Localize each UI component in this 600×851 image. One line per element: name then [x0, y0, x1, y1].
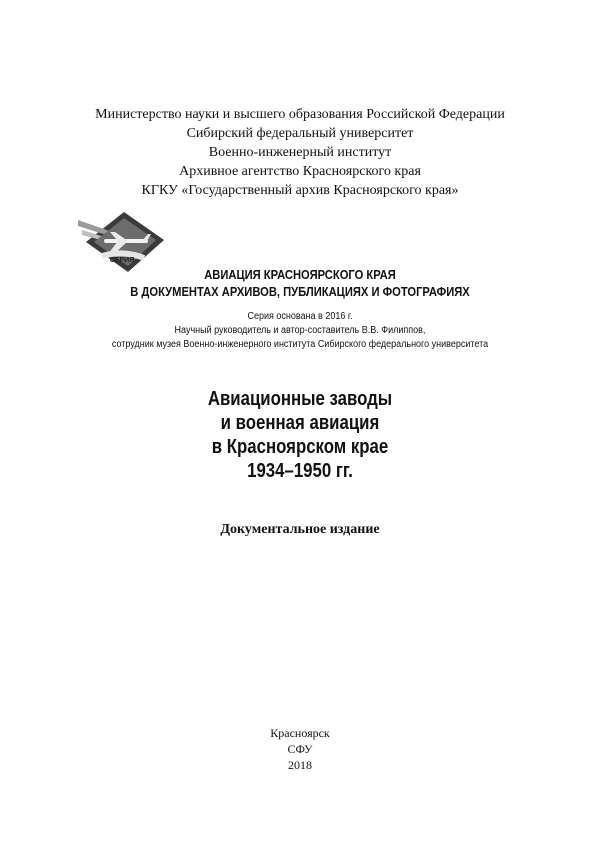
- institution-line: Архивное агентство Красноярского края: [179, 164, 421, 179]
- imprint-city: Красноярск: [270, 726, 330, 740]
- imprint-publisher: СФУ: [287, 742, 313, 756]
- logo-text: СЕРИЯ: [109, 257, 135, 264]
- series-logo: [78, 210, 166, 274]
- institution-line: КГКУ «Государственный архив Красноярского края»: [141, 183, 459, 198]
- series-info: [30, 310, 570, 352]
- book-title-line: 1934–1950 гг.: [247, 460, 353, 482]
- book-title-line: и военная авиация: [220, 412, 380, 434]
- series-title-line: АВИАЦИЯ КРАСНОЯРСКОГО КРАЯ: [204, 267, 396, 282]
- book-title-line: Авиационные заводы: [207, 388, 393, 410]
- series-logo-icon: [78, 210, 166, 274]
- institutions-block: [0, 105, 600, 200]
- institution-line: Министерство науки и высшего образования Российской Федерации: [95, 107, 505, 122]
- series-title: [42, 266, 558, 300]
- series-title-line: В ДОКУМЕНТАХ АРХИВОВ, ПУБЛИКАЦИЯХ И ФОТОГРАФИЯХ: [130, 284, 470, 299]
- imprint: [0, 725, 600, 773]
- book-title-line: в Красноярском крае: [211, 436, 389, 458]
- institution-line: Военно-инженерный институт: [208, 145, 392, 160]
- edition-type: Документальное издание: [220, 522, 380, 537]
- institution-line: Сибирский федеральный университет: [186, 126, 414, 141]
- series-info-line: Научный руководитель и автор-составитель В.В. Филиппов,: [174, 325, 426, 336]
- series-info-line: Серия основана в 2016 г.: [247, 311, 353, 322]
- book-title: [48, 387, 552, 483]
- imprint-year: 2018: [288, 758, 312, 772]
- series-info-line: сотрудник музея Военно-инженерного института Сибирского федерального университета: [111, 339, 489, 350]
